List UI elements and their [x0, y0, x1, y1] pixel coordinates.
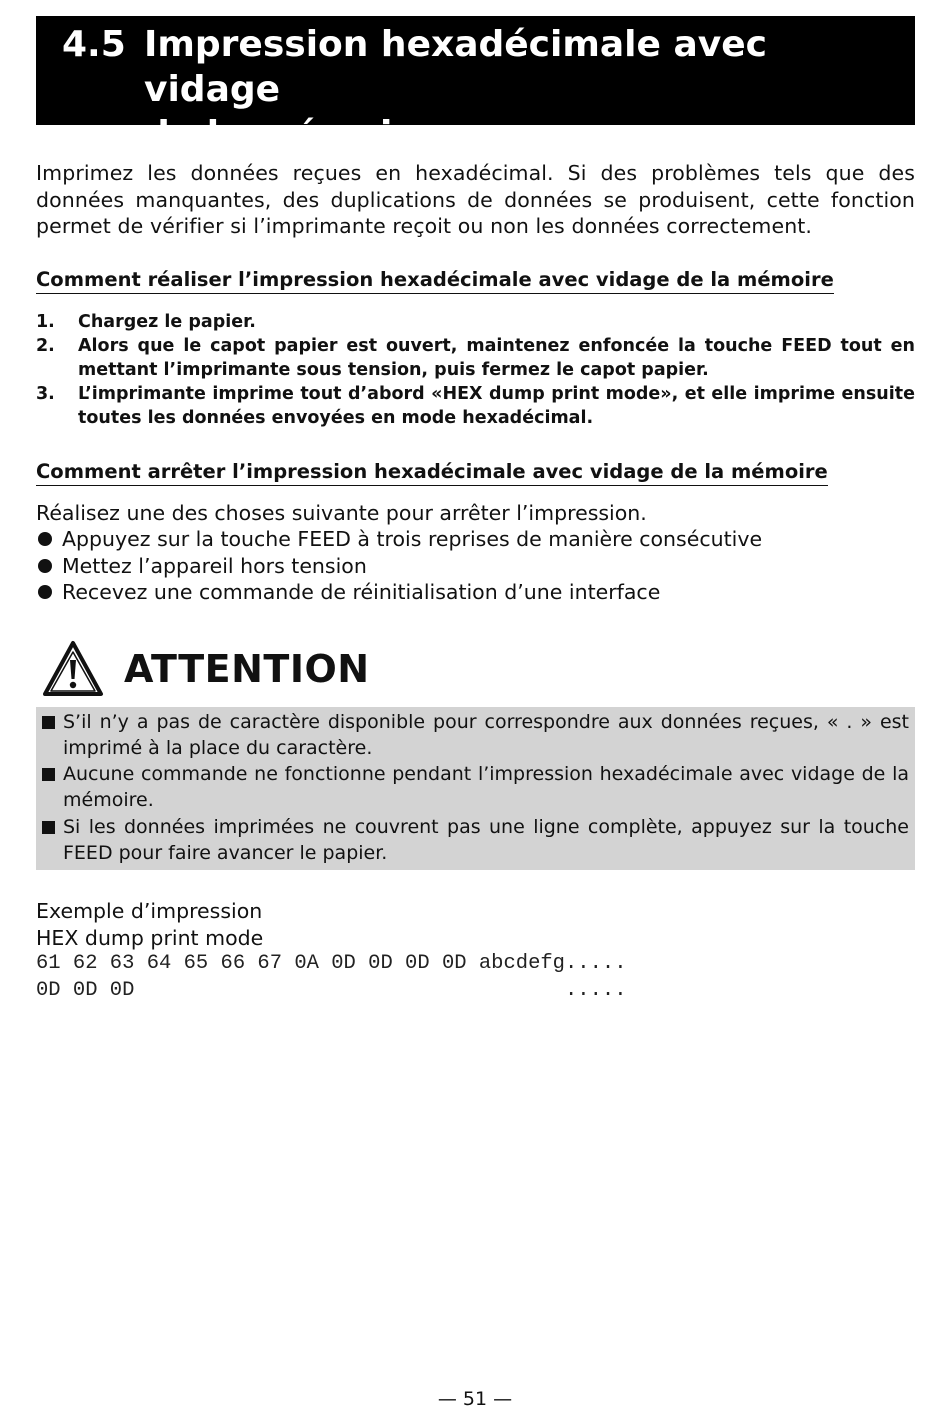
- bullet-item: [36, 579, 915, 606]
- intro-paragraph: Imprimez les données reçues en hexadécimal. Si des problèmes tels que des données manquantes, des duplications de données se produisent, cette fonction permet de vérifier si l’imprimante reçoit ou non les données correctement.: [36, 161, 915, 238]
- page-number: — 51 —: [437, 1388, 513, 1410]
- stop-bullet-list: [36, 526, 915, 606]
- section-title-bar: [36, 16, 915, 155]
- step-item: [36, 334, 915, 382]
- example-label: Exemple d’impression: [36, 899, 263, 924]
- step-text: Chargez le papier.: [78, 311, 256, 332]
- attention-text: Aucune commande ne fonctionne pendant l’impression hexadécimale avec vidage de la mémoire.: [63, 763, 909, 812]
- square-bullet-icon: [42, 716, 55, 729]
- attention-item: [42, 814, 909, 867]
- how-to-heading: Comment réaliser l’impression hexadécimale avec vidage de la mémoire: [36, 268, 834, 294]
- bullet-text: Appuyez sur la touche FEED à trois reprises de manière consécutive: [62, 527, 763, 551]
- bullet-dot-icon: [38, 559, 52, 573]
- page: [36, 16, 915, 1004]
- attention-box: [36, 707, 915, 871]
- step-item: [36, 310, 915, 334]
- bullet-dot-icon: [38, 532, 52, 546]
- bullet-item: [36, 526, 915, 553]
- attention-item: [42, 709, 909, 762]
- bullet-text: Recevez une commande de réinitialisation d’une interface: [62, 580, 661, 604]
- attention-item: [42, 761, 909, 814]
- step-text: Alors que le capot papier est ouvert, maintenez enfoncée la touche FEED tout en mettant l’imprimante sous tension, puis fermez le capot papier.: [78, 335, 915, 380]
- bullet-dot-icon: [38, 585, 52, 599]
- step-number: 2.: [36, 335, 55, 356]
- example-mode-line: HEX dump print mode: [36, 925, 264, 950]
- attention-text: S’il n’y a pas de caractère disponible pour correspondre aux données reçues, « . » est imprimé à la place du caractère.: [63, 710, 909, 759]
- steps-list: [36, 310, 915, 430]
- step-number: 3.: [36, 383, 55, 404]
- section-number: 4.5: [62, 24, 126, 65]
- example-section: [36, 898, 915, 1004]
- warning-triangle-icon: [42, 640, 104, 698]
- attention-title: ATTENTION: [124, 646, 370, 691]
- step-number: 1.: [36, 311, 55, 332]
- section-title-line1: Impression hexadécimale avec vidage: [144, 24, 767, 110]
- attention-header: [36, 639, 915, 699]
- hex-line-1: 61 62 63 64 65 66 67 0A 0D 0D 0D 0D abcdefg.....: [36, 952, 627, 976]
- section-title-line2: de la mémoire: [144, 114, 435, 155]
- hex-line-2: 0D 0D 0D .....: [36, 978, 627, 1002]
- step-text: L’imprimante imprime tout d’abord «HEX dump print mode», et elle imprime ensuite toutes les données envoyées en mode hexadécimal.: [78, 383, 915, 428]
- stop-intro: Réalisez une des choses suivante pour arrêter l’impression.: [36, 500, 647, 525]
- stop-heading: Comment arrêter l’impression hexadécimale avec vidage de la mémoire: [36, 460, 828, 486]
- bullet-item: [36, 553, 915, 580]
- square-bullet-icon: [42, 821, 55, 834]
- bullet-text: Mettez l’appareil hors tension: [62, 553, 367, 578]
- section-title: [144, 22, 895, 155]
- attention-text: Si les données imprimées ne couvrent pas une ligne complète, appuyez sur la touche FEED pour faire avancer le papier.: [63, 815, 909, 864]
- square-bullet-icon: [42, 768, 55, 781]
- step-item: [36, 382, 915, 430]
